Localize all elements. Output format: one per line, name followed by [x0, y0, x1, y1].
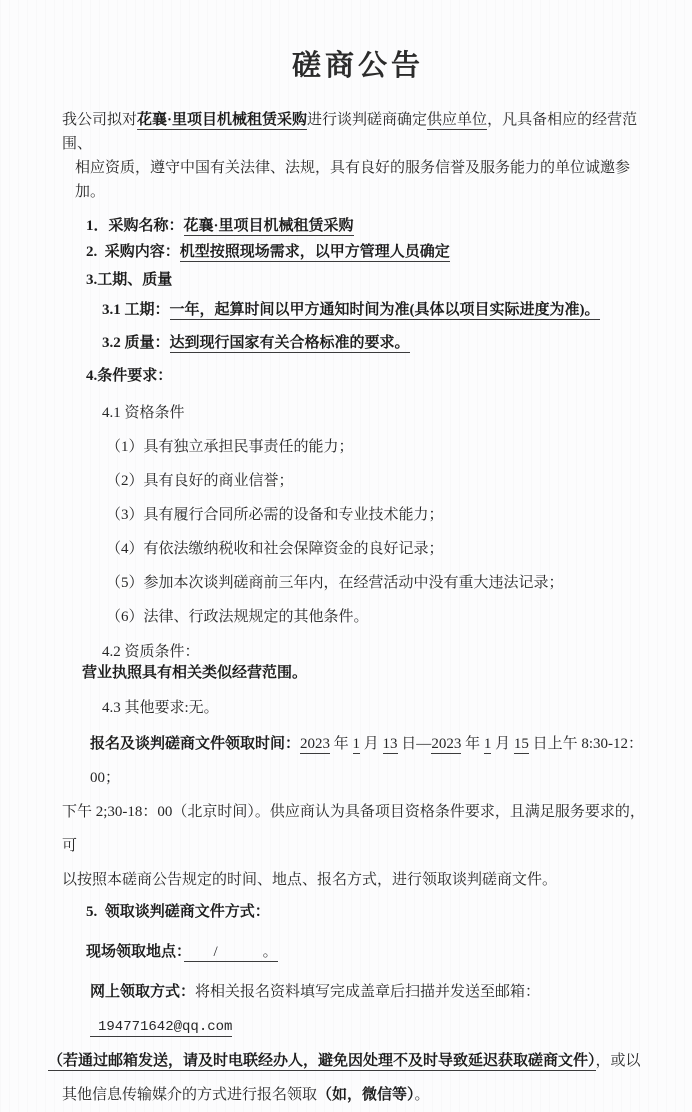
email-address: 194771642@qq.com: [90, 1019, 232, 1037]
item2-value: 机型按照现场需求，以甲方管理人员确定: [179, 244, 450, 260]
intro-text-mid: 进行谈判磋商确定: [307, 112, 428, 128]
item1-value: 花襄·里项目机械租赁采购: [183, 218, 354, 234]
condition-5: （5）参加本次谈判磋商前三年内，在经营活动中没有重大违法记录；: [106, 575, 564, 591]
date-from-year: 2023: [300, 736, 331, 752]
section3-heading: 3.工期、质量: [86, 272, 173, 288]
business-license-requirement: 营业执照具有相关类似经营范围。: [82, 665, 308, 681]
registration-line1: [62, 727, 654, 795]
supplier-term: 供应单位: [427, 112, 488, 128]
registration-line3: 以按照本磋商公告规定的时间、地点、报名方式，进行领取谈判磋商文件。: [62, 872, 558, 888]
list-item-procurement-name: [86, 216, 654, 237]
online-pickup-line3: [62, 1078, 654, 1112]
intro-line2: 相应资质，遵守中国有关法律、法规，具有良好的服务信誉及服务能力的单位诚邀参加。: [75, 160, 631, 200]
condition-4: （4）有依法缴纳税收和社会保障资金的良好记录；: [106, 541, 444, 557]
date-range-dash: 日—: [397, 736, 432, 752]
date-from-day: 13: [382, 736, 398, 752]
online-pickup-label: 网上领取方式：: [90, 984, 196, 1000]
other-media-text: 其他信息传输媒介的方式进行报名领取: [62, 1087, 318, 1103]
morning-hours: 日上午 8:30-12：00；: [90, 736, 644, 786]
onsite-pickup-value: / 。: [183, 944, 278, 960]
date-to-year: 2023: [431, 736, 462, 752]
section4-credential-heading: 4.2 资质条件：: [102, 644, 200, 660]
condition-6: （6）法律、行政法规规定的其他条件。: [106, 609, 369, 625]
registration-time-paragraph: [62, 727, 654, 897]
item1-label: 采购名称：: [108, 218, 184, 234]
online-pickup-line2: [48, 1044, 654, 1078]
wechat-note: （如，微信等）: [317, 1087, 415, 1103]
intro-text-pre: 我公司拟对: [62, 112, 138, 128]
quality-value: 达到现行国家有关合格标准的要求。: [169, 335, 410, 351]
date-sep-year2: 年: [461, 736, 484, 752]
intro-paragraph: [62, 108, 654, 204]
list-item-procurement-content: [86, 242, 654, 263]
date-to-month: 1: [483, 736, 492, 752]
section3-quality-line: [102, 333, 654, 354]
section4-qualification-heading: 4.1 资格条件: [102, 405, 185, 421]
condition-2: （2）具有良好的商业信誉；: [106, 473, 294, 489]
intro-text-post: ，凡具备相应的经营范围、: [62, 112, 638, 152]
project-name: 花襄·里项目机械租赁采购: [137, 112, 308, 128]
intro-line1: [62, 108, 654, 156]
online-pickup-text: 将相关报名资料填写完成盖章后扫描并发送至邮箱：: [195, 984, 541, 1000]
email-notice-tail: ，或以: [595, 1053, 641, 1069]
numbered-list: [62, 216, 654, 263]
quality-label: 3.2 质量：: [102, 335, 170, 351]
date-to-day: 15: [513, 736, 529, 752]
online-pickup-line1: [62, 975, 654, 1044]
onsite-pickup-line: [86, 937, 654, 967]
date-from-month: 1: [352, 736, 361, 752]
section3-duration-line: [102, 300, 654, 321]
section5-heading: 5. 领取谈判磋商文件方式：: [86, 904, 270, 920]
email-notice: （若通过邮箱发送，请及时电联经办人，避免因处理不及时导致延迟获取磋商文件）: [48, 1053, 596, 1069]
section4-other-requirements: 4.3 其他要求:无。: [102, 700, 219, 716]
date-sep-year1: 年: [330, 736, 353, 752]
duration-label: 3.1 工期：: [102, 302, 170, 318]
announcement-document: [0, 46, 692, 1103]
registration-label: 报名及谈判磋商文件领取时间：: [90, 736, 301, 752]
onsite-pickup-label: 现场领取地点：: [86, 944, 184, 960]
item2-label: 采购内容：: [104, 244, 180, 260]
date-sep-month2: 月: [491, 736, 514, 752]
page-title: 磋商公告: [291, 50, 424, 82]
condition-1: （1）具有独立承担民事责任的能力；: [106, 439, 354, 455]
registration-line2: 下午 2;30-18：00（北京时间）。供应商认为具备项目资格条件要求，且满足服务要求的，可: [62, 804, 645, 854]
section4-heading: 4.条件要求：: [86, 368, 173, 384]
date-sep-month1: 月: [360, 736, 383, 752]
duration-value: 一年，起算时间以甲方通知时间为准(具体以项目实际进度为准)。: [169, 302, 600, 318]
item1-number: 1．: [86, 218, 109, 234]
condition-3: （3）具有履行合同所必需的设备和专业技术能力；: [106, 507, 444, 523]
item2-number: 2.: [86, 244, 105, 260]
line3-period: 。: [414, 1087, 430, 1103]
online-pickup-paragraph: [48, 975, 654, 1112]
